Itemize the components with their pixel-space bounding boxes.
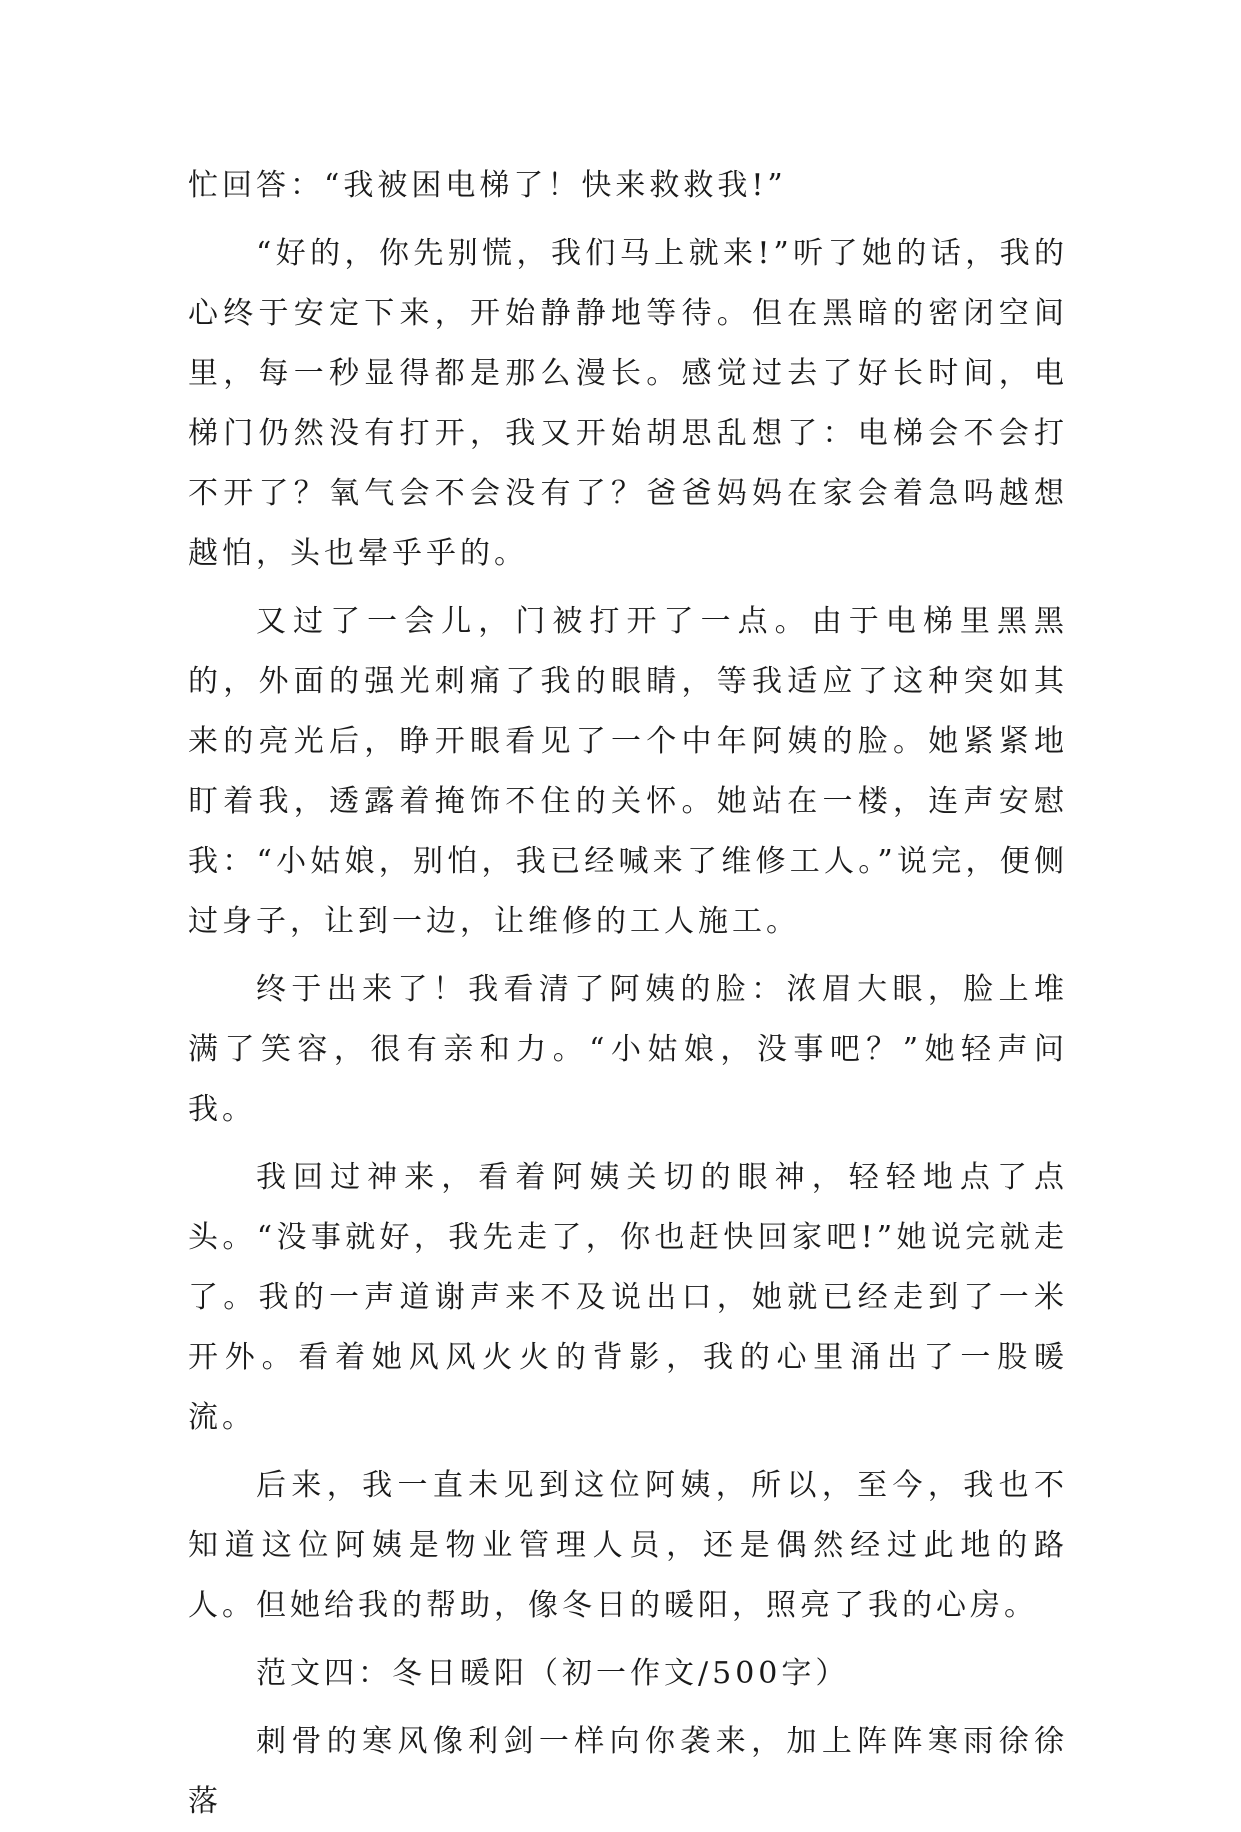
section-heading: 范文四：冬日暖阳（初一作文/500字） bbox=[256, 1656, 850, 1691]
paragraph-4: 终于出来了！我看清了阿姨的脸：浓眉大眼，脸上堆满了笑容，很有亲和力。“小姑娘，没事吧？”她轻声问我。 bbox=[188, 972, 1068, 1127]
paragraph-5: 我回过神来，看着阿姨关切的眼神，轻轻地点了点头。“没事就好，我先走了，你也赶快回家吧!”她说完就走了。我的一声道谢声来不及说出口，她就已经走到了一米开外。看着她风风火火的背影，我的心里涌出了一股暖流。 bbox=[188, 1160, 1068, 1435]
essay-body bbox=[188, 156, 1068, 1832]
paragraph-3: 又过了一会儿，门被打开了一点。由于电梯里黑黑的，外面的强光刺痛了我的眼睛，等我适应了这种突如其来的亮光后，睁开眼看见了一个中年阿姨的脸。她紧紧地盯着我，透露着掩饰不住的关怀。她站在一楼，连声安慰我：“小姑娘，别怕，我已经喊来了维修工人。”说完，便侧过身子，让到一边，让维修的工人施工。 bbox=[188, 604, 1068, 939]
paragraph-7: 刺骨的寒风像利剑一样向你袭来，加上阵阵寒雨徐徐落 bbox=[188, 1724, 1068, 1819]
paragraph-6: 后来，我一直未见到这位阿姨，所以，至今，我也不知道这位阿姨是物业管理人员，还是偶然经过此地的路人。但她给我的帮助，像冬日的暖阳，照亮了我的心房。 bbox=[188, 1468, 1068, 1623]
paragraph-2: “好的，你先别慌，我们马上就来!”听了她的话，我的心终于安定下来，开始静静地等待。但在黑暗的密闭空间里，每一秒显得都是那么漫长。感觉过去了好长时间，电梯门仍然没有打开，我又开始胡思乱想了：电梯会不会打不开了？氧气会不会没有了？爸爸妈妈在家会着急吗越想越怕，头也晕乎乎的。 bbox=[188, 236, 1068, 571]
paragraph-1: 忙回答：“我被困电梯了！快来救救我!” bbox=[188, 168, 787, 203]
